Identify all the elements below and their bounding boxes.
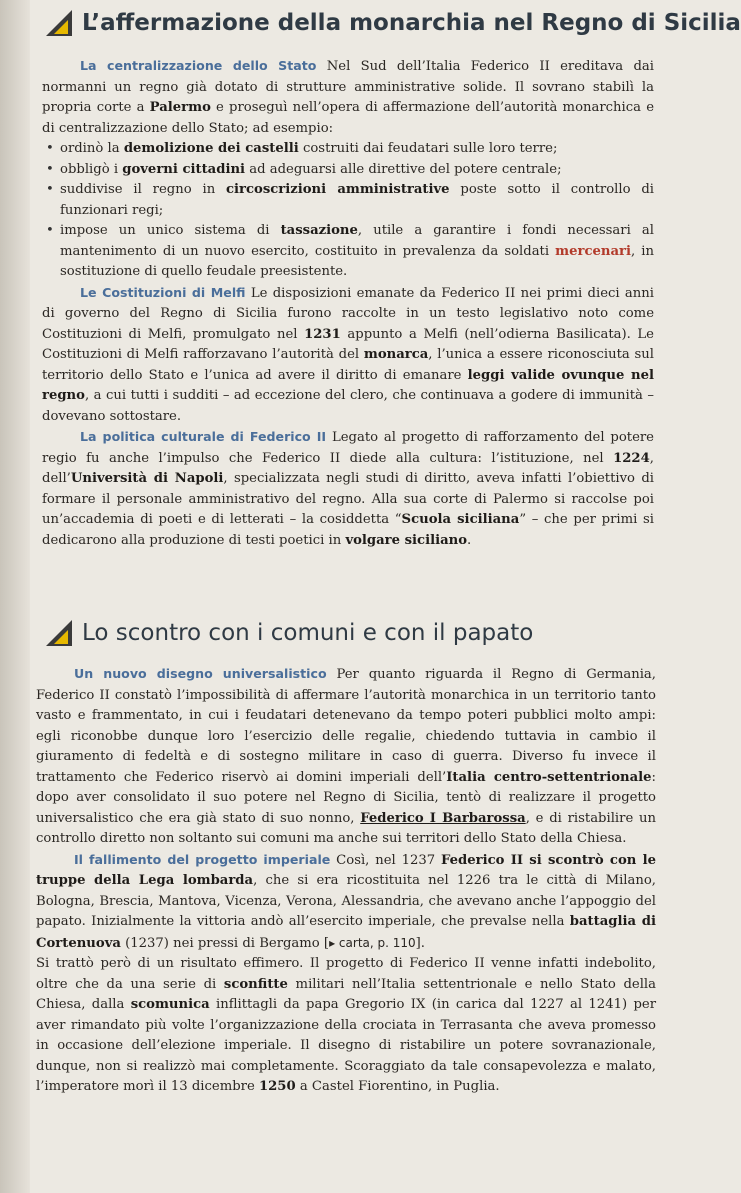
- paragraph-disegno-universalistico: Un nuovo disegno universalistico Per quanto riguarda il Regno di Germania, Federico II constatò l’impossibilità di affermare l’autorità monarchica in un territorio tanto vasto e frammentato, in cui i feudatari detenevano da tempo poteri pubblici molto ampi: egli riconobbe dunque loro l’esercizio delle regalie, chiedendo tuttavia in cambio il giuramento di fedeltà e di sostegno militare in caso di guerra. Diverso fu invece il trattamento che Federico riservò ai domini imperiali dell’Italia centro-settentrionale: dopo aver consolidato il suo potere nel Regno di Sicilia, tentò di realizzare il progetto universalistico che era già stato di suo nonno, Federico I Barbarossa, e di ristabilire un controllo diretto non soltanto sui comuni ma anche sui territori dello Stato della Chiesa.: [36, 666, 656, 846]
- section1-body: [42, 56, 654, 551]
- paragraph-centralizzazione: La centralizzazione dello Stato Nel Sud dell’Italia Federico II ereditava dai normanni un regno già dotato di strutture amministrative solide. Il sovrano stabilì la propria corte a Palermo e proseguì nell’opera di affermazione dell’autorità monarchica e di centralizzazione dello Stato; ad esempio:: [42, 58, 654, 136]
- heading-triangle-icon: [46, 10, 72, 36]
- paragraph-politica-culturale: La politica culturale di Federico II Legato al progetto di rafforzamento del potere regio fu anche l’impulso che Federico II diede alla cultura: l’istituzione, nel 1224, dell’Università di Napoli, specializzata negli studi di diritto, aveva infatti l’obiettivo di formare il personale amministrativo del regno. Alla sua corte di Palermo si raccolse poi un’accademia di poeti e di letterati – la cosiddetta “Scuola siciliana” – che per primi si dedicarono alla produzione di testi poetici in volgare siciliano.: [42, 429, 655, 548]
- paragraph-costituzioni: Le Costituzioni di Melfi Le disposizioni emanate da Federico II nei primi dieci anni di governo del Regno di Sicilia furono raccolte in un testo legislativo noto come Costituzioni di Melfi, promulgato nel 1231 appunto a Melfi (nell’odierna Basilicata). Le Costituzioni di Melfi rafforzavano l’autorità del monarca, l’unica a essere riconosciuta sul territorio dello Stato e l’unica ad avere il diritto di emanare leggi valide ovunque nel regno, a cui tutti i sudditi – ad eccezione del clero, che continuava a godere di immunità – dovevano sottostare.: [42, 284, 654, 424]
- paragraph-fallimento: Il fallimento del progetto imperiale Così, nel 1237 Federico II si scontrò con le truppe della Lega lombarda, che si era ricostituita nel 1226 tra le città di Milano, Bologna, Brescia, Mantova, Vicenza, Verona, Alessandria, che avevano anche l’appoggio del papato. Inizialmente la vittoria andò all’esercito imperiale, che prevalse nella battaglia di Cortenuova (1237) nei pressi di Bergamo [▸ carta, p. 110].: [36, 851, 657, 951]
- map-reference-link[interactable]: ▸ carta, p. 110: [329, 935, 416, 950]
- section-heading-2: [46, 620, 533, 646]
- list-item: • ordinò la demolizione dei castelli costruiti dai feudatari sulle loro terre;: [42, 139, 654, 160]
- heading-triangle-icon: [46, 620, 72, 646]
- list-item: • obbligò i governi cittadini ad adeguarsi alle direttive del potere centrale;: [42, 160, 654, 181]
- paragraph-risultato-effimero: Si trattò però di un risultato effimero. Il progetto di Federico II venne infatti indebolito, oltre che da una serie di sconfitte militari nell’Italia settentrionale e nello Stato della Chiesa, dalla scomunica inflittagli da papa Gregorio IX (in carica dal 1227 al 1241) per aver rimandato più volte l’organizzazione della crociata in Terrasanta che aveva promesso in occasione dell’elezione imperiale. Il disegno di ristabilire un potere sovranazionale, dunque, non si realizzò mai completamente. Scoraggiato da tale consapevolezza e malato, l’imperatore morì il 13 dicembre 1250 a Castel Fiorentino, in Puglia.: [36, 956, 657, 1094]
- section-heading-1: [46, 10, 741, 36]
- section-title-scontro: Lo scontro con i comuni e con il papato: [82, 620, 534, 646]
- list-item: • suddivise il regno in circoscrizioni amministrative poste sotto il controllo di funzionari regi;: [42, 180, 654, 221]
- section-title-sicilia: L’affermazione della monarchia nel Regno di Sicilia: [82, 10, 741, 36]
- list-item: • impose un unico sistema di tassazione, utile a garantire i fondi necessari al mantenimento di un nuovo esercito, costituito in prevalenza da soldati mercenari, in sostituzione di quello feudale preesistente.: [42, 221, 654, 283]
- section2-body: [36, 664, 656, 1098]
- page-gutter-shadow: [0, 0, 30, 1193]
